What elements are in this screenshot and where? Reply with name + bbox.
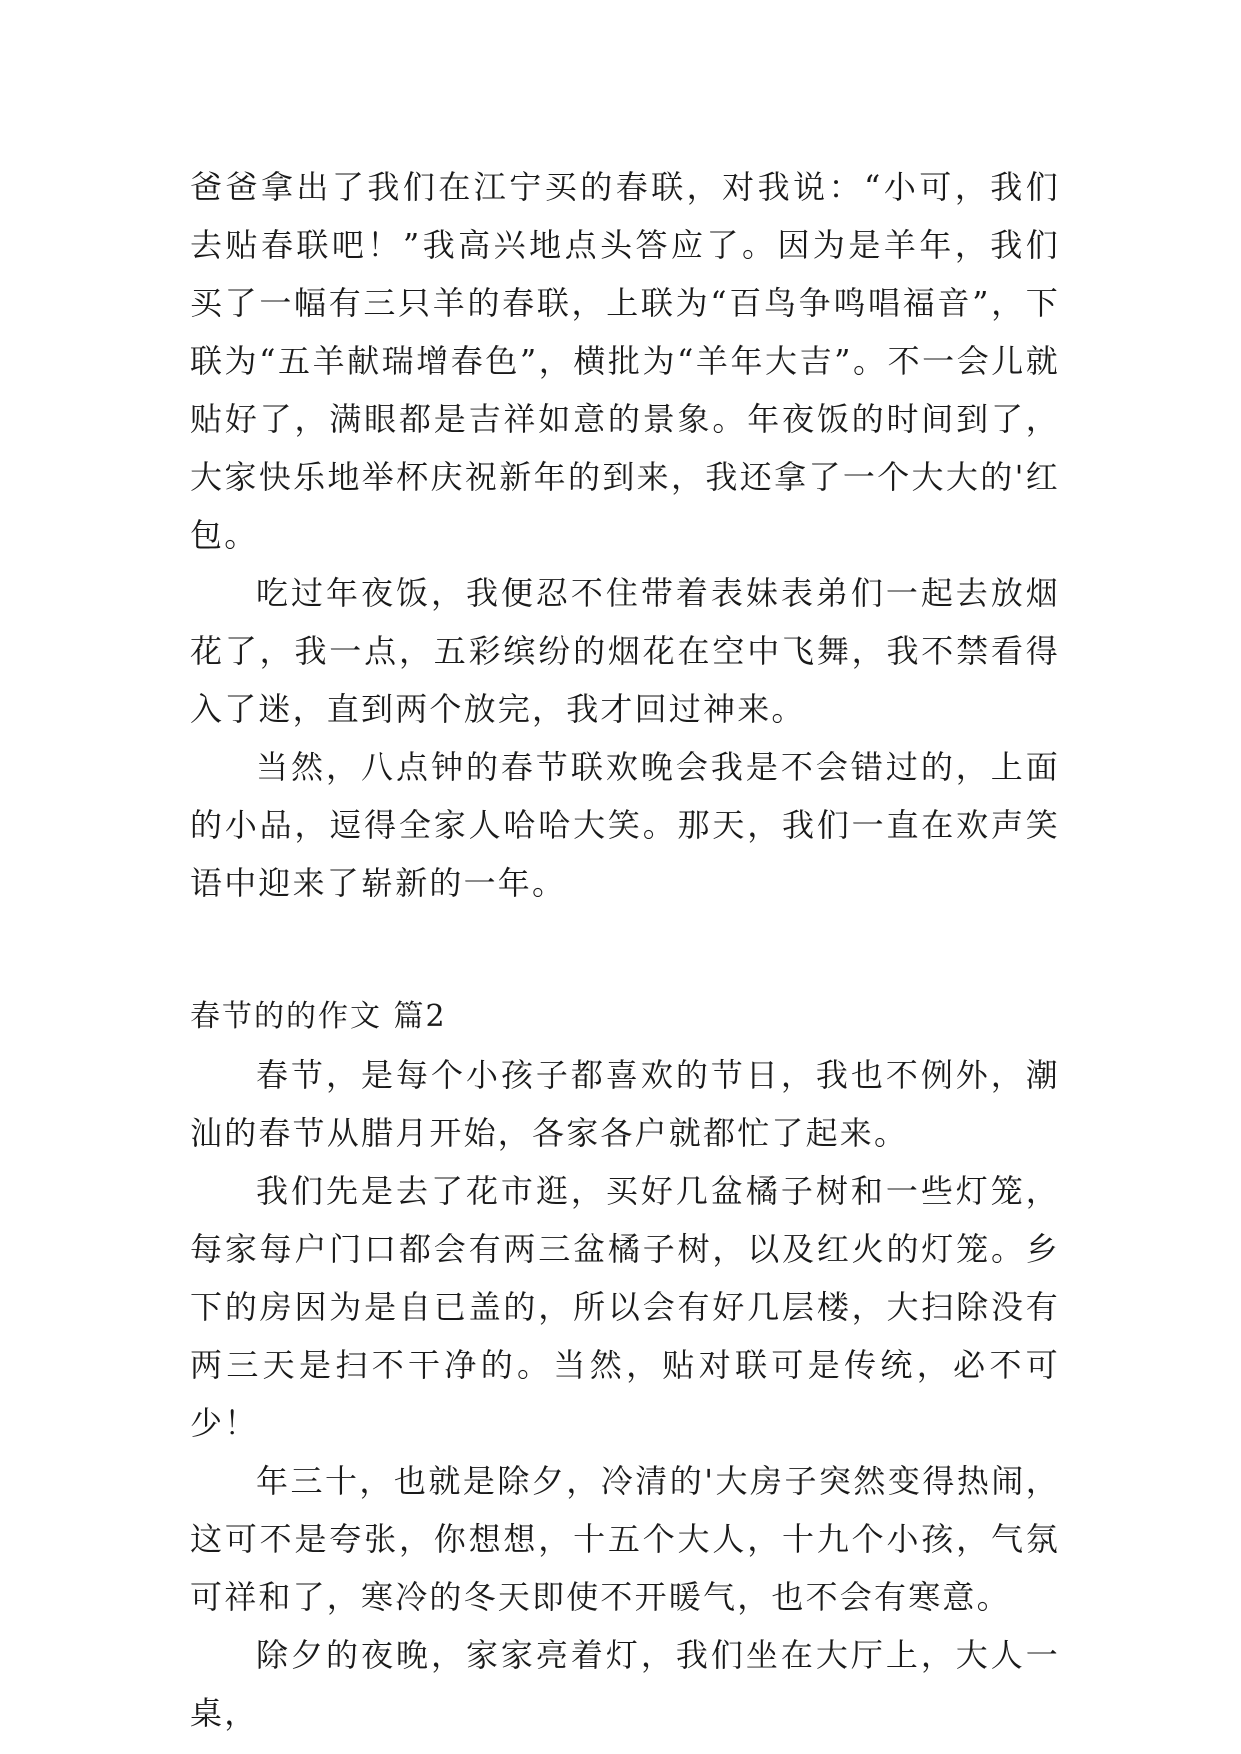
paragraph: 爸爸拿出了我们在江宁买的春联，对我说：“小可，我们去贴春联吧！”我高兴地点头答应了。因为是羊年，我们买了一幅有三只羊的春联，上联为“百鸟争鸣唱福音”，下联为“五羊献瑞增春色”，横批为“羊年大吉”。不一会儿就贴好了，满眼都是吉祥如意的景象。年夜饭的时间到了，大家快乐地举杯庆祝新年的到来，我还拿了一个大大的'红包。 bbox=[190, 168, 1060, 554]
document-page bbox=[190, 158, 1060, 1742]
paragraph: 除夕的夜晚，家家亮着灯，我们坐在大厅上，大人一桌， bbox=[190, 1636, 1060, 1732]
paragraph: 当然，八点钟的春节联欢晚会我是不会错过的，上面的小品，逗得全家人哈哈大笑。那天，我们一直在欢声笑语中迎来了崭新的一年。 bbox=[190, 748, 1060, 902]
paragraph: 我们先是去了花市逛，买好几盆橘子树和一些灯笼，每家每户门口都会有两三盆橘子树，以及红火的灯笼。乡下的房因为是自已盖的，所以会有好几层楼，大扫除没有两三天是扫不干净的。当然，贴对联可是传统，必不可少！ bbox=[190, 1172, 1060, 1442]
section-heading: 春节的的作文 篇2 bbox=[190, 999, 447, 1034]
paragraph: 吃过年夜饭，我便忍不住带着表妹表弟们一起去放烟花了，我一点，五彩缤纷的烟花在空中飞舞，我不禁看得入了迷，直到两个放完，我才回过神来。 bbox=[190, 574, 1060, 728]
paragraph: 春节，是每个小孩子都喜欢的节日，我也不例外，潮汕的春节从腊月开始，各家各户就都忙了起来。 bbox=[190, 1056, 1060, 1152]
paragraph: 年三十，也就是除夕，冷清的'大房子突然变得热闹，这可不是夸张，你想想，十五个大人，十九个小孩，气氛可祥和了，寒冷的冬天即使不开暖气，也不会有寒意。 bbox=[190, 1462, 1060, 1616]
